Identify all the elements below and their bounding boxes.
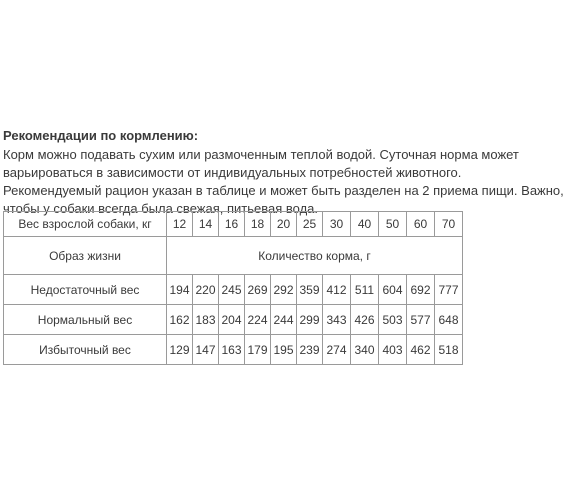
amount-cell: 343 [323,305,351,335]
weight-label: Вес взрослой собаки, кг [4,212,167,237]
amount-label: Количество корма, г [167,237,463,275]
amount-cell: 244 [271,305,297,335]
amount-cell: 163 [219,335,245,365]
section-heading: Рекомендации по кормлению: [3,128,199,143]
amount-cell: 162 [167,305,193,335]
amount-cell: 245 [219,275,245,305]
amount-cell: 359 [297,275,323,305]
amount-cell: 204 [219,305,245,335]
amount-cell: 412 [323,275,351,305]
amount-cell: 503 [379,305,407,335]
feeding-instructions [3,146,564,218]
weight-cell: 40 [351,212,379,237]
amount-cell: 511 [351,275,379,305]
amount-cell: 299 [297,305,323,335]
instruction-line: Корм можно подавать сухим или размоченным теплой водой. Суточная норма может [3,147,519,162]
amount-cell: 274 [323,335,351,365]
amount-cell: 426 [351,305,379,335]
amount-cell: 239 [297,335,323,365]
weight-cell: 70 [435,212,463,237]
weight-cell: 12 [167,212,193,237]
amount-cell: 183 [193,305,219,335]
weight-header-row [4,212,463,237]
weight-cell: 16 [219,212,245,237]
amount-cell: 195 [271,335,297,365]
amount-cell: 462 [407,335,435,365]
instruction-line: Рекомендуемый рацион указан в таблице и может быть разделен на 2 приема пищи. Важно, [3,183,564,198]
table-row [4,275,463,305]
feeding-table [3,211,463,365]
row-label: Избыточный вес [4,335,167,365]
amount-cell: 692 [407,275,435,305]
amount-cell: 269 [245,275,271,305]
weight-cell: 50 [379,212,407,237]
amount-cell: 777 [435,275,463,305]
amount-cell: 194 [167,275,193,305]
amount-cell: 147 [193,335,219,365]
instruction-line: варьироваться в зависимости от индивидуальных потребностей животного. [3,165,462,180]
weight-cell: 14 [193,212,219,237]
amount-cell: 340 [351,335,379,365]
lifestyle-label: Образ жизни [4,237,167,275]
weight-cell: 60 [407,212,435,237]
weight-cell: 18 [245,212,271,237]
instruction-line: чтобы у собаки всегда была свежая, питьевая вода. [3,201,318,216]
amount-cell: 179 [245,335,271,365]
amount-cell: 292 [271,275,297,305]
table-row [4,305,463,335]
amount-cell: 224 [245,305,271,335]
row-label: Нормальный вес [4,305,167,335]
row-label: Недостаточный вес [4,275,167,305]
amount-cell: 129 [167,335,193,365]
table-row [4,335,463,365]
amount-cell: 648 [435,305,463,335]
subheader-row [4,237,463,275]
amount-cell: 518 [435,335,463,365]
amount-cell: 577 [407,305,435,335]
amount-cell: 403 [379,335,407,365]
amount-cell: 220 [193,275,219,305]
weight-cell: 25 [297,212,323,237]
weight-cell: 20 [271,212,297,237]
weight-cell: 30 [323,212,351,237]
amount-cell: 604 [379,275,407,305]
